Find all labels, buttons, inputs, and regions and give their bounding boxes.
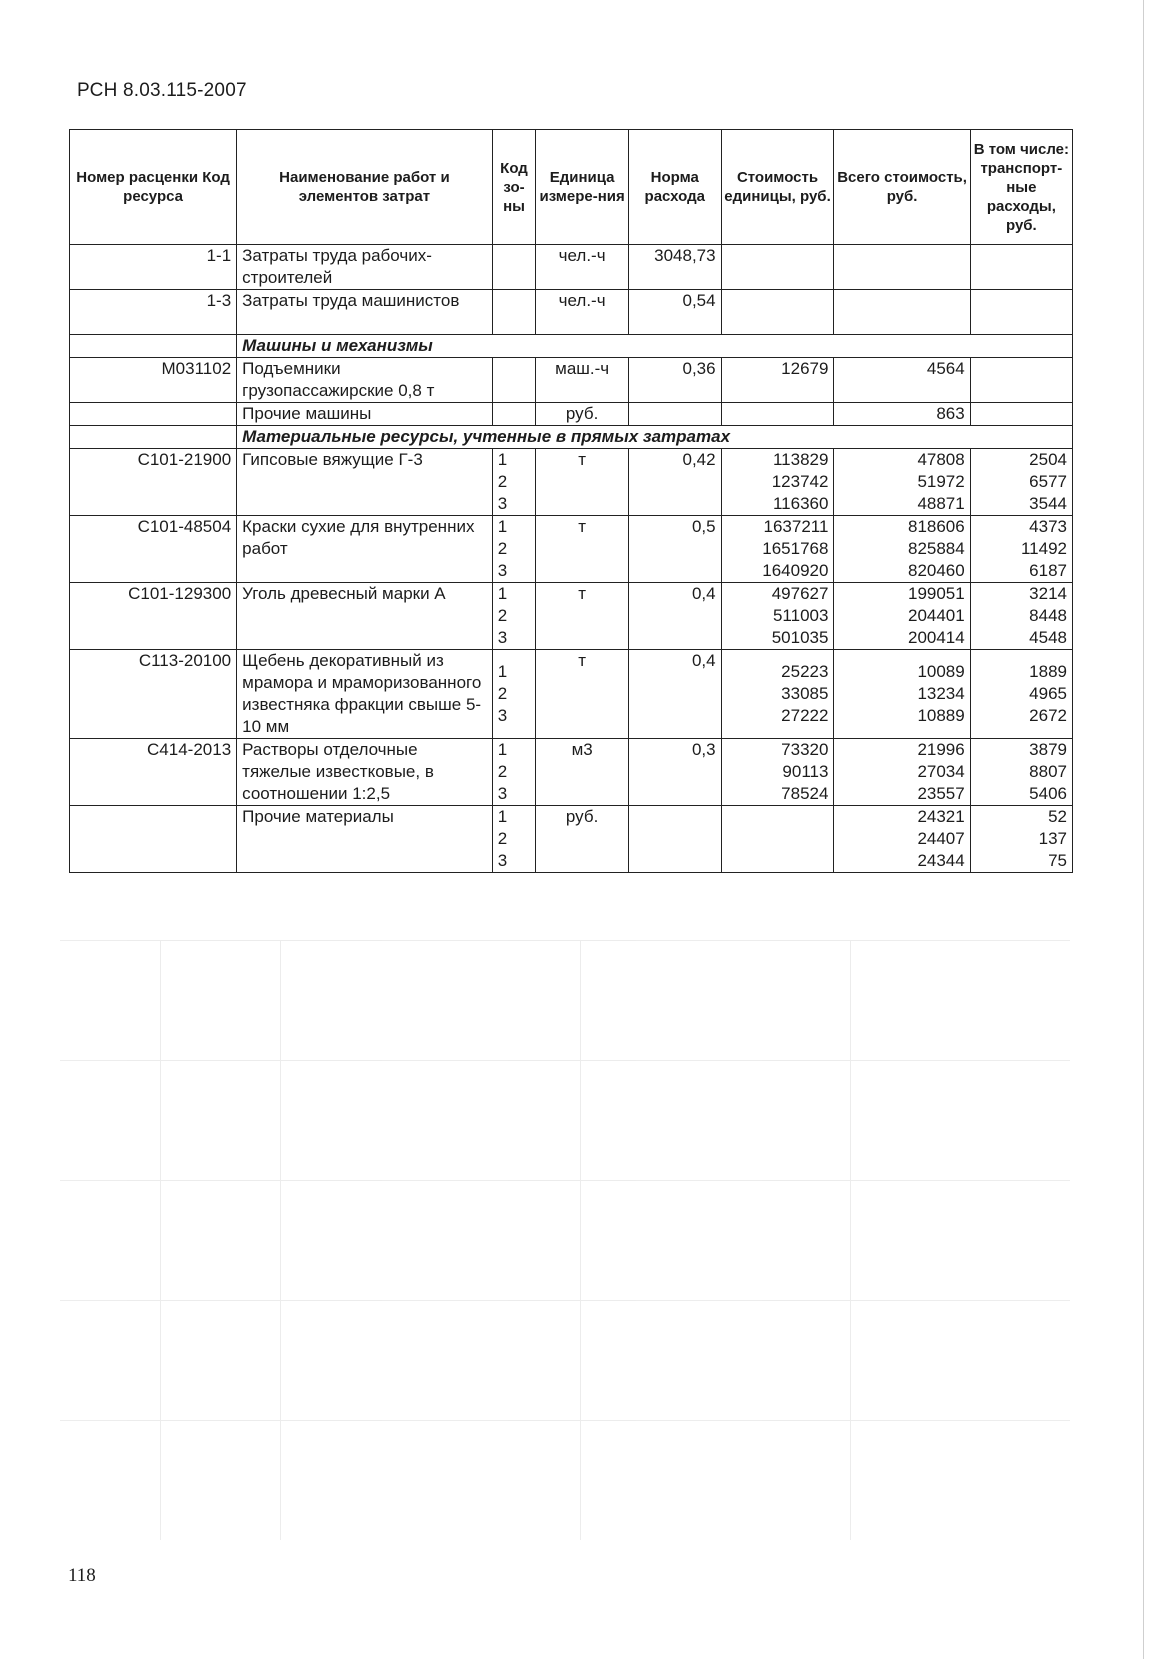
zone-value: 2 bbox=[497, 762, 508, 781]
row-zone bbox=[492, 290, 536, 335]
table-row bbox=[70, 358, 1073, 403]
row-totals bbox=[834, 650, 970, 739]
section-spacer bbox=[70, 335, 237, 358]
row-unit-costs bbox=[721, 516, 834, 583]
total-value: 27034 bbox=[917, 762, 965, 781]
row-code: С113-20100 bbox=[70, 650, 237, 739]
row-zone bbox=[492, 358, 536, 403]
zone-value: 3 bbox=[497, 628, 508, 647]
header-unit: Единица измере-ния bbox=[536, 130, 629, 245]
row-transport bbox=[970, 650, 1072, 739]
page-edge bbox=[1143, 0, 1144, 1659]
transport-value: 4548 bbox=[1029, 628, 1067, 647]
total-value: 51972 bbox=[917, 472, 965, 491]
total-value: 820460 bbox=[907, 561, 965, 580]
unit-cost-value: 1651768 bbox=[762, 539, 829, 558]
total-value: 47808 bbox=[917, 450, 965, 469]
row-transport bbox=[970, 358, 1072, 403]
header-code: Номер расценки Код ресурса bbox=[70, 130, 237, 245]
row-total: 4564 bbox=[834, 358, 970, 403]
row-name: Прочие машины bbox=[237, 403, 493, 426]
row-norm: 3048,73 bbox=[628, 245, 721, 290]
zone-value: 2 bbox=[497, 472, 508, 491]
total-value: 825884 bbox=[907, 539, 965, 558]
unit-cost-value: 113829 bbox=[772, 450, 829, 469]
section-spacer bbox=[70, 426, 237, 449]
row-transport bbox=[970, 403, 1072, 426]
header-norm: Норма расхода bbox=[628, 130, 721, 245]
row-unit-costs bbox=[721, 806, 834, 873]
transport-value: 3879 bbox=[1029, 740, 1067, 759]
unit-cost-value: 33085 bbox=[781, 684, 829, 703]
row-unit-cost bbox=[721, 403, 834, 426]
row-totals bbox=[834, 516, 970, 583]
table-row bbox=[70, 806, 1073, 873]
row-name: Прочие материалы bbox=[237, 806, 493, 873]
row-name: Растворы отделочные тяжелые известковые, в соотношении 1:2,5 bbox=[237, 739, 493, 806]
row-norm: 0,3 bbox=[628, 739, 721, 806]
zone-value: 3 bbox=[497, 706, 508, 725]
unit-cost-value: 73320 bbox=[781, 740, 829, 759]
unit-cost-value: 1637211 bbox=[763, 517, 829, 536]
total-value: 199051 bbox=[907, 584, 965, 603]
table-row bbox=[70, 290, 1073, 335]
row-total: 863 bbox=[834, 403, 970, 426]
row-name: Подъемники грузопассажирские 0,8 т bbox=[237, 358, 493, 403]
row-zone bbox=[492, 245, 536, 290]
row-unit: т bbox=[536, 449, 629, 516]
transport-value: 8448 bbox=[1029, 606, 1067, 625]
row-name: Щебень декоративный из мрамора и мраморизованного известняка фракции свыше 5-10 мм bbox=[237, 650, 493, 739]
table-row bbox=[70, 449, 1073, 516]
unit-cost-value: 497627 bbox=[771, 584, 829, 603]
row-code: 1-3 bbox=[70, 290, 237, 335]
header-transport: В том числе: транспорт-ные расходы, руб. bbox=[970, 130, 1072, 245]
total-value: 200414 bbox=[907, 628, 965, 647]
row-zones bbox=[492, 583, 536, 650]
row-zone bbox=[492, 403, 536, 426]
table-row bbox=[70, 739, 1073, 806]
page-number: 118 bbox=[68, 1565, 96, 1586]
row-code: 1-1 bbox=[70, 245, 237, 290]
row-totals bbox=[834, 806, 970, 873]
header-total-cost: Всего стоимость, руб. bbox=[834, 130, 970, 245]
bleed-through-grid bbox=[60, 940, 1070, 1540]
row-code: М031102 bbox=[70, 358, 237, 403]
unit-cost-value: 501035 bbox=[771, 628, 829, 647]
row-total bbox=[834, 290, 970, 335]
table-row bbox=[70, 650, 1073, 739]
row-norm bbox=[628, 806, 721, 873]
total-value: 48871 bbox=[917, 494, 965, 513]
table-row bbox=[70, 245, 1073, 290]
row-code: С101-21900 bbox=[70, 449, 237, 516]
header-name: Наименование работ и элементов затрат bbox=[237, 130, 493, 245]
row-name: Затраты труда машинистов bbox=[237, 290, 493, 335]
row-norm: 0,42 bbox=[628, 449, 721, 516]
row-code: С414-2013 bbox=[70, 739, 237, 806]
total-value: 13234 bbox=[917, 684, 965, 703]
transport-value: 6187 bbox=[1029, 561, 1067, 580]
zone-value: 3 bbox=[497, 851, 508, 870]
total-value: 24407 bbox=[917, 829, 965, 848]
row-totals bbox=[834, 449, 970, 516]
zone-value: 1 bbox=[497, 807, 508, 826]
table-row bbox=[70, 516, 1073, 583]
transport-value: 3214 bbox=[1029, 584, 1067, 603]
row-transport bbox=[970, 583, 1072, 650]
transport-value: 8807 bbox=[1029, 762, 1067, 781]
page-header: РСН 8.03.115-2007 bbox=[77, 80, 247, 101]
transport-value: 6577 bbox=[1029, 472, 1067, 491]
unit-cost-value: 1640920 bbox=[762, 561, 829, 580]
total-value: 10089 bbox=[917, 662, 965, 681]
zone-value: 3 bbox=[497, 494, 508, 513]
row-unit-cost: 12679 bbox=[721, 358, 834, 403]
row-unit: м3 bbox=[536, 739, 629, 806]
total-value: 21996 bbox=[917, 740, 965, 759]
unit-cost-value: 90113 bbox=[782, 762, 829, 781]
transport-value: 75 bbox=[1048, 851, 1067, 870]
zone-value: 3 bbox=[497, 561, 508, 580]
row-norm: 0,36 bbox=[628, 358, 721, 403]
unit-cost-value: 25223 bbox=[781, 662, 829, 681]
row-total bbox=[834, 245, 970, 290]
table-row bbox=[70, 583, 1073, 650]
total-value: 24344 bbox=[917, 851, 965, 870]
table-row bbox=[70, 403, 1073, 426]
row-name: Затраты труда рабочих-строителей bbox=[237, 245, 493, 290]
row-transport bbox=[970, 290, 1072, 335]
unit-cost-value: 27222 bbox=[781, 706, 829, 725]
row-unit: т bbox=[536, 650, 629, 739]
row-unit: маш.-ч bbox=[536, 358, 629, 403]
transport-value: 52 bbox=[1048, 807, 1067, 826]
unit-cost-value: 78524 bbox=[781, 784, 829, 803]
table-header-row bbox=[70, 130, 1073, 245]
header-zone: Код зо-ны bbox=[492, 130, 536, 245]
zone-value: 1 bbox=[497, 662, 508, 681]
row-norm: 0,4 bbox=[628, 583, 721, 650]
row-code bbox=[70, 806, 237, 873]
transport-value: 4373 bbox=[1029, 517, 1067, 536]
row-zones bbox=[492, 516, 536, 583]
zone-value: 2 bbox=[497, 684, 508, 703]
transport-value: 5406 bbox=[1029, 784, 1067, 803]
row-code bbox=[70, 403, 237, 426]
zone-value: 2 bbox=[497, 829, 508, 848]
row-zones bbox=[492, 449, 536, 516]
row-unit: чел.-ч bbox=[536, 245, 629, 290]
zone-value: 2 bbox=[497, 606, 508, 625]
row-zones bbox=[492, 806, 536, 873]
transport-value: 2672 bbox=[1029, 706, 1067, 725]
section-title: Материальные ресурсы, учтенные в прямых затратах bbox=[237, 426, 1073, 449]
transport-value: 2504 bbox=[1029, 450, 1067, 469]
zone-value: 3 bbox=[497, 784, 508, 803]
transport-value: 137 bbox=[1038, 829, 1067, 848]
section-row bbox=[70, 335, 1073, 358]
row-totals bbox=[834, 583, 970, 650]
row-unit: т bbox=[536, 583, 629, 650]
row-unit-costs bbox=[721, 739, 834, 806]
row-unit-cost bbox=[721, 245, 834, 290]
row-norm bbox=[628, 403, 721, 426]
transport-value: 4965 bbox=[1029, 684, 1067, 703]
row-code: С101-129300 bbox=[70, 583, 237, 650]
section-title: Машины и механизмы bbox=[237, 335, 1073, 358]
header-unit-cost: Стоимость единицы, руб. bbox=[721, 130, 834, 245]
zone-value: 1 bbox=[497, 517, 508, 536]
row-unit-costs bbox=[721, 449, 834, 516]
row-zones bbox=[492, 650, 536, 739]
row-unit: руб. bbox=[536, 806, 629, 873]
transport-value: 1889 bbox=[1029, 662, 1067, 681]
unit-cost-value: 123742 bbox=[771, 472, 829, 491]
row-unit: чел.-ч bbox=[536, 290, 629, 335]
total-value: 204401 bbox=[907, 606, 965, 625]
row-transport bbox=[970, 449, 1072, 516]
row-norm: 0,4 bbox=[628, 650, 721, 739]
row-transport bbox=[970, 245, 1072, 290]
row-unit: т bbox=[536, 516, 629, 583]
total-value: 23557 bbox=[917, 784, 965, 803]
zone-value: 1 bbox=[497, 740, 508, 759]
total-value: 818606 bbox=[907, 517, 965, 536]
row-norm: 0,5 bbox=[628, 516, 721, 583]
unit-cost-value: 511003 bbox=[772, 606, 829, 625]
transport-value: 11492 bbox=[1020, 539, 1067, 558]
row-name: Краски сухие для внутренних работ bbox=[237, 516, 493, 583]
total-value: 24321 bbox=[917, 807, 965, 826]
row-unit-costs bbox=[721, 650, 834, 739]
zone-value: 1 bbox=[497, 584, 508, 603]
row-transport bbox=[970, 806, 1072, 873]
section-row bbox=[70, 426, 1073, 449]
transport-value: 3544 bbox=[1029, 494, 1067, 513]
zone-value: 2 bbox=[497, 539, 508, 558]
row-code: С101-48504 bbox=[70, 516, 237, 583]
row-name: Гипсовые вяжущие Г-3 bbox=[237, 449, 493, 516]
zone-value: 1 bbox=[497, 450, 508, 469]
row-unit-costs bbox=[721, 583, 834, 650]
row-norm: 0,54 bbox=[628, 290, 721, 335]
row-totals bbox=[834, 739, 970, 806]
row-unit: руб. bbox=[536, 403, 629, 426]
row-unit-cost bbox=[721, 290, 834, 335]
total-value: 10889 bbox=[917, 706, 965, 725]
rates-table bbox=[69, 129, 1073, 873]
row-name: Уголь древесный марки А bbox=[237, 583, 493, 650]
row-transport bbox=[970, 516, 1072, 583]
unit-cost-value: 116360 bbox=[772, 494, 829, 513]
row-zones bbox=[492, 739, 536, 806]
row-transport bbox=[970, 739, 1072, 806]
